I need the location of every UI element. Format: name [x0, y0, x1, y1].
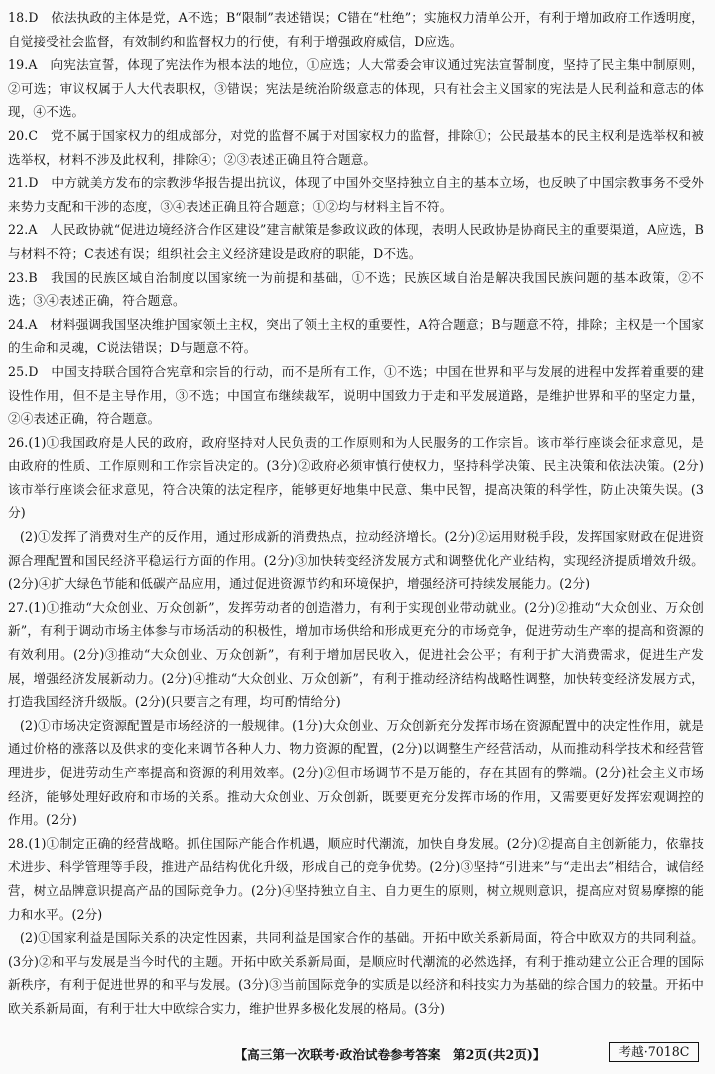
answer-24: 24.A 材料强调我国坚决维护国家领土主权，突出了领土主权的重要性，A符合题意；B与题意不符，排除；主权是一个国家的生命和灵魂，C说法错误；D与题意不符。 — [8, 316, 704, 356]
answer-28-part-1: 28.(1)①制定正确的经营战略。抓住国际产能合作机遇，顺应时代潮流，加快自身发展。(2分)②提高自主创新能力，依靠技术进步、科学管理等手段，推进产品结构优化升级，形成自己的竞争优势。(2分)③坚持“引进来”与“走出去”相结合，诚信经营，树立品牌意识提高产品的国际竞争力。(2分)④坚持独立自主、自力更生的原则，树立规则意识，提高应对贸易摩擦的能力和水平。(2分) — [8, 835, 704, 922]
answer-list — [8, 6, 704, 1021]
answer-27-part-1: 27.(1)①推动“大众创业、万众创新”，发挥劳动者的创造潜力，有利于实现创业带动就业。(2分)②推动“大众创业、万众创新”，有利于调动市场主体参与市场活动的积极性，增加市场供给和形成更充分的市场竞争，促进劳动生产率的提高和资源的有效利用。(2分)③推动“大众创业、万众创新”，有利于增加居民收入，促进社会公平；有利于扩大消费需求，促进生产发展，增强经济发展新动力。(2分)④推动“大众创业、万众创新”，有利于推动经济结构战略性调整，加快转变经济发展方式，打造我国经济升级版。(2分)(只要言之有理，均可酌情给分) — [8, 599, 704, 710]
answer-25: 25.D 中国支持联合国符合宪章和宗旨的行动，而不是所有工作，①不选；中国在世界和平与发展的进程中发挥着重要的建设性作用，但不是主导作用，③不选；中国宣布继续裁军，说明中国致力于走和平发展道路，是维护世界和平的坚定力量，②④表述正确，符合题意。 — [8, 363, 704, 427]
answer-21: 21.D 中方就美方发布的宗教涉华报告提出抗议，体现了中国外交坚持独立自主的基本立场，也反映了中国宗教事务不受外来势力支配和干涉的态度，③④表述正确且符合题意；①②均与材料主旨不符。 — [8, 175, 704, 214]
answer-20: 20.C 党不属于国家权力的组成部分，对党的监督不属于对国家权力的监督，排除①；公民最基本的民主权利是选举权和被选举权，材料不涉及此权利，排除④；②③表述正确且符合题意。 — [8, 127, 704, 167]
answer-28-part-2: (2)①国家利益是国际关系的决定性因素，共同利益是国家合作的基础。开拓中欧关系新局面，符合中欧双方的共同利益。(3分)②和平与发展是当今时代的主题。开拓中欧关系新局面，是顺应时代潮流的必然选择，有利于推动建立公正合理的国际新秩序，有利于促进世界的和平与发展。(3分)③当前国际竞争的实质是以经济和科技实力为基础的综合国力的较量。开拓中欧关系新局面，有利于壮大中欧综合实力，维护世界多极化发展的格局。(3分) — [8, 930, 704, 1016]
answer-18: 18.D 依法执政的主体是党，A不选；B“限制”表述错误；C错在“杜绝”；实施权力清单公开，有利于增加政府工作透明度，自觉接受社会监督，有效制约和监督权力的行使，有利于增强政府威信，D应选。 — [8, 10, 704, 49]
exam-code-box: 考越·7018C — [609, 1042, 699, 1062]
footer-title: 【高三第一次联考·政治试卷参考答案 第2页(共2页)】 — [234, 1047, 546, 1062]
answer-27-part-2: (2)①市场决定资源配置是市场经济的一般规律。(1分)大众创业、万众创新充分发挥市场在资源配置中的决定性作用，就是通过价格的涨落以及供求的变化来调节各种人力、物力资源的配置，(2分)以调整生产经营活动，从而推动科学技术和经营管理进步，促进劳动生产率提高和资源的利用效率。(2分)②但市场调节不是万能的，存在其固有的弊端。(2分)社会主义市场经济，能够处理好政府和市场的关系。推动大众创业、万众创新，既要更充分发挥市场的作用，又需要更好发挥宏观调控的作用。(2分) — [8, 717, 704, 828]
answer-23: 23.B 我国的民族区域自治制度以国家统一为前提和基础，①不选；民族区域自治是解决我国民族问题的基本政策，②不选；③④表述正确，符合题意。 — [8, 269, 704, 309]
answer-26-part-2: (2)①发挥了消费对生产的反作用，通过形成新的消费热点，拉动经济增长。(2分)②运用财税手段，发挥国家财政在促进资源合理配置和国民经济平稳运行方面的作用。(2分)③加快转变经济发展方式和调整优化产业结构，实现经济提质增效升级。(2分)④扩大绿色节能和低碳产品应用，通过促进资源节约和环境保护，增强经济可持续发展能力。(2分) — [8, 529, 704, 592]
answer-19: 19.A 向宪法宣誓，体现了宪法作为根本法的地位，①应选；人大常委会审议通过宪法宣誓制度，坚持了民主集中制原则，②可选；审议权属于人大代表职权，③错误；宪法是统治阶级意志的体现，只有社会主义国家的宪法是人民利益和意志的体现，④不选。 — [8, 57, 704, 120]
answer-22: 22.A 人民政协就“促进边境经济合作区建设”建言献策是参政议政的体现，表明人民政协是协商民主的重要渠道，A应选，B与材料不符；C表述有误；组织社会主义经济建设是政府的职能，D不选。 — [8, 222, 704, 261]
page-footer — [0, 1040, 715, 1066]
answer-26-part-1: 26.(1)①我国政府是人民的政府，政府坚持对人民负责的工作原则和为人民服务的工作宗旨。该市举行座谈会征求意见，是由政府的性质、工作原则和工作宗旨决定的。(3分)②政府必须审慎行使权力，坚持科学决策、民主决策和依法决策。(2分)该市举行座谈会征求意见，符合决策的法定程序，能够更好地集中民意、集中民智，提高决策的科学性，防止决策失误。(3分) — [8, 434, 704, 521]
